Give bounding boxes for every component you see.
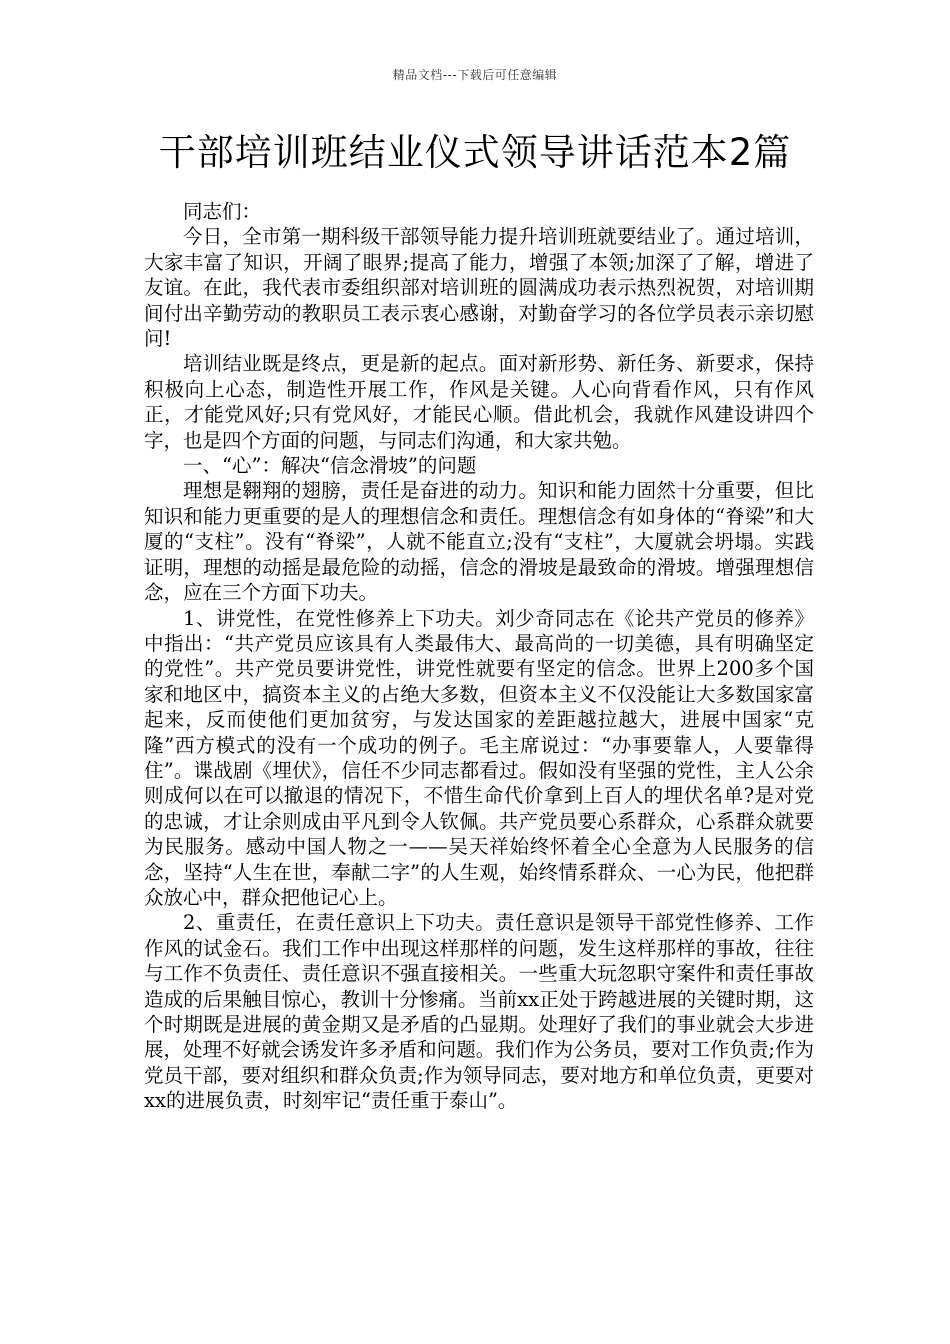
salutation: 同志们： — [183, 200, 262, 223]
header-note: 精品文档---下载后可任意编辑 — [392, 68, 558, 82]
paragraph: 理想是翱翔的翅膀，责任是奋进的动力。知识和能力固然十分重要，但比知识和能力更重要的是人的理想信念和责任。理想信念有如身体的“脊梁”和大厦的“支柱”。没有“脊梁”，人就不能直立;没有“支柱”，大厦就会坍塌。实践证明，理想的动摇是最危险的动摇，信念的滑坡是最致命的滑坡。增强理想信念，应在三个方面下功夫。 — [144, 479, 814, 605]
document-title: 干部培训班结业仪式领导讲话范本2篇 — [158, 131, 792, 174]
paragraph: 今日，全市第一期科级干部领导能力提升培训班就要结业了。通过培训，大家丰富了知识，开阔了眼界;提高了能力，增强了本领;加深了了解，增进了友谊。在此，我代表市委组织部对培训班的圆满成功表示热烈祝贺，对培训期间付出辛勤劳动的教职员工表示衷心感谢，对勤奋学习的各位学员表示亲切慰问! — [144, 225, 814, 351]
paragraph: 1、讲党性，在党性修养上下功夫。刘少奇同志在《论共产党员的修养》中指出：“共产党员应该具有人类最伟大、最高尚的一切美德，具有明确坚定的党性”。共产党员要讲党性，讲党性就要有坚定的信念。世界上200多个国家和地区中，搞资本主义的占绝大多数，但资本主义不仅没能让大多数国家富起来，反而使他们更加贫穷，与发达国家的差距越拉越大，进展中国家“克隆”西方模式的没有一个成功的例子。毛主席说过：“办事要靠人，人要靠得住”。谍战剧《埋伏》，信任不少同志都看过。假如没有坚强的党性，主人公余则成何以在可以撤退的情况下，不惜生命代价拿到上百人的埋伏名单?是对党的忠诚，才让余则成由平凡到令人钦佩。共产党员要心系群众，心系群众就要为民服务。感动中国人物之一——吴天祥始终怀着全心全意为人民服务的信念，坚持“人生在世，奉献二字”的人生观，始终情系群众、一心为民，他把群众放心中，群众把他记心上。 — [144, 606, 814, 909]
paragraph: 2、重责任，在责任意识上下功夫。责任意识是领导干部党性修养、工作作风的试金石。我们工作中出现这样那样的问题，发生这样那样的事故，往往与工作不负责任、责任意识不强直接相关。一些重大玩忽职守案件和责任事故造成的后果触目惊心，教训十分惨痛。当前xx正处于跨越进展的关键时期，这个时期既是进展的黄金期又是矛盾的凸显期。处理好了我们的事业就会大步进展，处理不好就会诱发许多矛盾和问题。我们作为公务员，要对工作负责;作为党员干部，要对组织和群众负责;作为领导同志，要对地方和单位负责，更要对xx的进展负责，时刻牢记“责任重于泰山”。 — [144, 911, 814, 1113]
document-body — [144, 199, 814, 1114]
section-heading: 一、“心”：解决“信念滑坡”的问题 — [183, 454, 477, 478]
paragraph: 培训结业既是终点，更是新的起点。面对新形势、新任务、新要求，保持积极向上心态，制造性开展工作，作风是关键。人心向背看作风，只有作风正，才能党风好;只有党风好，才能民心顺。借此机会，我就作风建设讲四个字，也是四个方面的问题，与同志们沟通，和大家共勉。 — [144, 352, 814, 452]
